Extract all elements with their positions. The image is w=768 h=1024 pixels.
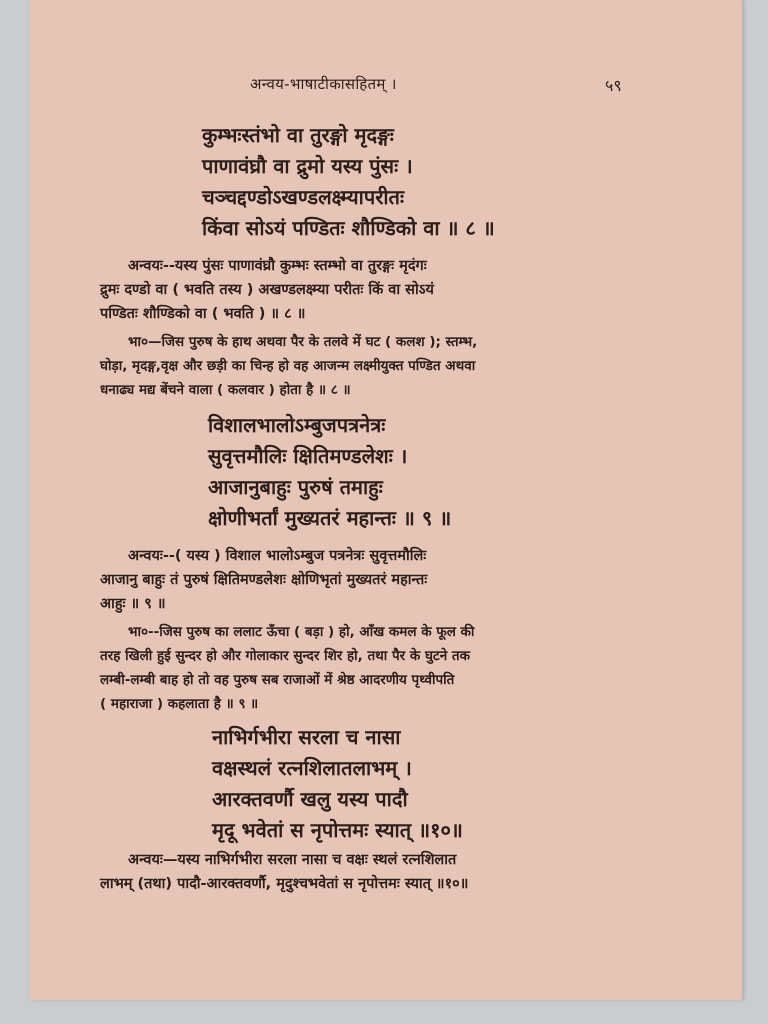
anvaya-8 bbox=[100, 254, 680, 326]
verse-line: चञ्चद्दण्डोऽखण्डलक्ष्म्यापरीतः bbox=[202, 185, 404, 209]
bhasha-line: धनाढ्य मद्य बेंचने वाला ( कलवार ) होता है ॥ ८ ॥ bbox=[100, 382, 351, 398]
verse-8 bbox=[30, 120, 742, 244]
anvaya-9 bbox=[100, 544, 680, 616]
bhasha-line: घोड़ा, मृदङ्ग,वृक्ष और छड़ी का चिन्ह हो वह आजन्म लक्ष्मीयुक्त पण्डित अथवा bbox=[100, 358, 476, 374]
verse-line: सुवृत्तमौलिः क्षितिमण्डलेशः । bbox=[208, 444, 408, 468]
page-header bbox=[30, 74, 742, 98]
verse-line: क्षोणीभर्तां मुख्यतरं महान्तः ॥ ९ ॥ bbox=[208, 506, 452, 530]
anvaya-line: अन्वयः--यस्य पुंसः पाणावंघ्रौ कुम्भः स्तम्भो वा तुरङ्गः मृदंगः bbox=[128, 258, 427, 274]
bhasha-line: ( महाराजा ) कहलाता है ॥ ९ ॥ bbox=[100, 696, 259, 712]
verse-line: मृदू भवेतां स नृपोत्तमः स्यात् ॥१०॥ bbox=[212, 818, 463, 842]
anvaya-line: द्रुमः दण्डो वा ( भवति तस्य ) अखण्डलक्ष्म्या परीतः किं वा सोऽयं bbox=[100, 282, 434, 298]
page-number: ५९ bbox=[605, 76, 622, 95]
verse-line: किंवा सोऽयं पण्डितः शौण्डिको वा ॥ ८ ॥ bbox=[202, 216, 495, 240]
bhasha-line: लम्बी-लम्बी बाह हो तो वह पुरुष सब राजाओं में श्रेष्ठ आदरणीय पृथ्वीपति bbox=[100, 672, 455, 688]
book-page bbox=[30, 0, 742, 1000]
verse-line: विशालभालोऽम्बुजपत्रनेत्रः bbox=[208, 413, 386, 437]
bhasha-9 bbox=[100, 620, 680, 716]
verse-line: नाभिर्गभीरा सरला च नासा bbox=[212, 725, 401, 749]
verse-9 bbox=[30, 410, 742, 534]
verse-10 bbox=[30, 722, 742, 846]
bhasha-line: भा०--जिस पुरुष का ललाट ऊँचा ( बड़ा ) हो, आँख कमल के फूल की bbox=[128, 624, 475, 640]
bhasha-line: भा०—जिस पुरुष के हाथ अथवा पैर के तलवे में घट ( कलश ); स्तम्भ, bbox=[128, 334, 478, 350]
anvaya-line: अन्वयः--( यस्य ) विशाल भालोऽम्बुज पत्रनेत्रः सुवृत्तमौलिः bbox=[128, 548, 427, 564]
verse-line: कुम्भःस्तंभो वा तुरङ्गो मृदङ्गः bbox=[202, 123, 394, 147]
running-title: अन्वय-भाषाटीकासहितम् । bbox=[250, 75, 397, 93]
anvaya-line: आजानु बाहुः तं पुरुषं क्षितिमण्डलेशः क्षोणिभृतां मुख्यतरं महान्तः bbox=[100, 572, 428, 588]
verse-line: वक्षस्थलं रत्नशिलातलाभम् । bbox=[212, 756, 412, 780]
bhasha-line: तरह खिली हुई सुन्दर हो और गोलाकार सुन्दर शिर हो, तथा पैर के घुटने तक bbox=[100, 648, 470, 664]
anvaya-10 bbox=[100, 848, 680, 896]
bhasha-8 bbox=[100, 330, 680, 402]
anvaya-line: आहुः ॥ ९ ॥ bbox=[100, 596, 166, 612]
anvaya-line: अन्वयः—यस्य नाभिर्गभीरा सरला नासा च वक्षः स्थलं रत्नशिलात bbox=[128, 852, 457, 868]
anvaya-line: लाभम् (तथा) पादौ-आरक्तवर्णौ, मृदुश्चभवेतां स नृपोत्तमः स्यात् ॥१०॥ bbox=[100, 876, 469, 892]
verse-line: आजानुबाहुः पुरुषं तमाहुः bbox=[208, 475, 383, 499]
verse-line: आरक्तवर्णौ खलु यस्य पादौ bbox=[212, 787, 408, 811]
anvaya-line: पण्डितः शौण्डिको वा ( भवति ) ॥ ८ ॥ bbox=[100, 306, 306, 322]
verse-line: पाणावंघ्रौ वा द्रुमो यस्य पुंसः । bbox=[202, 154, 413, 178]
